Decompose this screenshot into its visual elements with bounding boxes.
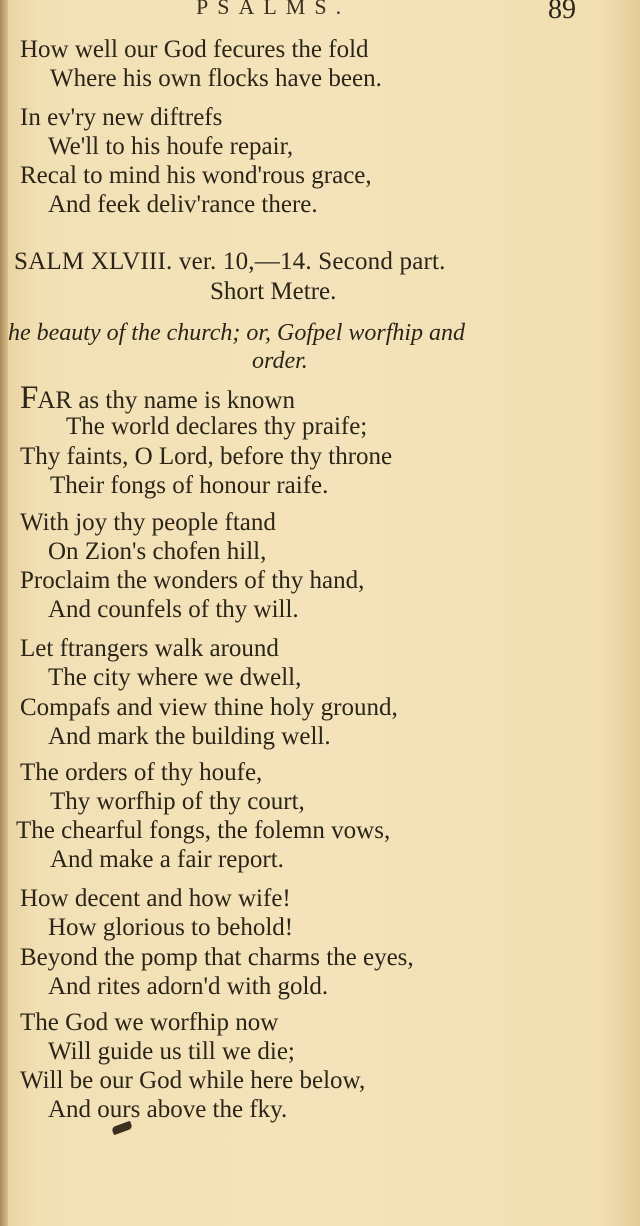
verse-line-first: [20, 380, 295, 416]
psalm-title: SALM XLVIII. ver. 10,—14. Second part.: [14, 248, 446, 275]
verse-line: The chearful fongs, the folemn vows,: [16, 817, 391, 844]
verse-line: Beyond the pomp that charms the eyes,: [20, 944, 414, 971]
first-line-text: AR as thy name is known: [37, 387, 295, 414]
page-number: 89: [548, 0, 576, 25]
verse-line: Thy worfhip of thy court,: [50, 788, 305, 815]
page-gutter-edge: [0, 0, 8, 1226]
verse-line: Will be our God while here below,: [20, 1067, 366, 1094]
verse-line: Their fongs of honour raife.: [50, 472, 329, 499]
verse-line: And mark the building well.: [48, 723, 331, 750]
verse-line: Let ftrangers walk around: [20, 635, 279, 662]
drop-cap: F: [20, 380, 39, 416]
verse-line: The orders of thy houfe,: [20, 759, 263, 786]
verse-line: Thy faints, O Lord, before thy throne: [20, 443, 393, 470]
verse-line: And make a fair report.: [50, 846, 284, 873]
verse-line: The world declares thy praife;: [66, 413, 368, 440]
verse-line: How glorious to behold!: [48, 914, 294, 941]
verse-line: With joy thy people ftand: [20, 509, 276, 536]
verse-line: Where his own flocks have been.: [50, 65, 382, 92]
verse-line: In ev'ry new diftrefs: [20, 104, 223, 131]
verse-line: The God we worfhip now: [20, 1009, 279, 1036]
verse-line: How decent and how wife!: [20, 885, 291, 912]
verse-line: Proclaim the wonders of thy hand,: [20, 567, 365, 594]
verse-line: And feek deliv'rance there.: [48, 191, 318, 218]
running-head: PSALMS.: [196, 0, 351, 19]
verse-line: Will guide us till we die;: [48, 1038, 295, 1065]
verse-line: And ours above the fky.: [48, 1096, 288, 1123]
psalm-subject: he beauty of the church; or, Gofpel worfhip and: [8, 320, 466, 346]
verse-line: We'll to his houfe repair,: [48, 133, 294, 160]
verse-line: How well our God fecures the fold: [20, 36, 369, 63]
verse-line: And counfels of thy will.: [48, 596, 299, 623]
psalm-subject-continued: order.: [252, 348, 308, 374]
verse-line: Recal to mind his wond'rous grace,: [20, 162, 372, 189]
verse-line: On Zion's chofen hill,: [48, 538, 267, 565]
psalm-metre: Short Metre.: [210, 278, 337, 305]
verse-line: And rites adorn'd with gold.: [48, 973, 329, 1000]
verse-line: The city where we dwell,: [48, 664, 302, 691]
verse-line: Compafs and view thine holy ground,: [20, 694, 398, 721]
